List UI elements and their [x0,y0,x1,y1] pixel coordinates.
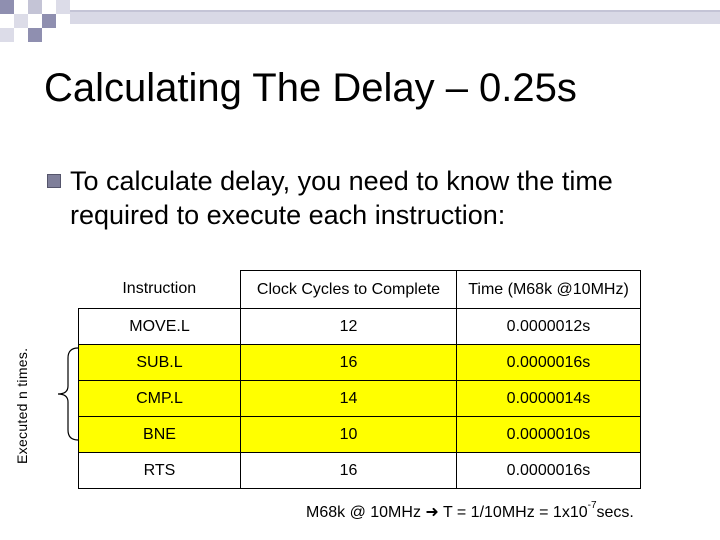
instruction-cell: CMP.L [79,381,241,417]
square-bullet-icon [47,174,61,188]
note-unit: secs. [596,504,634,521]
table-row [79,345,641,381]
note-exponent: -7 [587,500,597,511]
column-header-instruction: Instruction [122,280,197,298]
instruction-cell: BNE [79,417,241,453]
header-decoration [0,0,720,44]
note-left: M68k @ 10MHz [306,504,421,521]
cycles-cell: 14 [241,381,457,417]
time-cell: 0.0000010s [457,417,641,453]
cycles-cell: 16 [241,453,457,489]
table-row [79,381,641,417]
cycles-cell: 10 [241,417,457,453]
note-formula: T = 1/10MHz = 1x10 [442,504,588,521]
clock-period-note [306,502,634,522]
column-header-cycles: Clock Cycles to Complete [241,271,457,309]
cycles-cell: 12 [241,309,457,345]
table-row [79,417,641,453]
time-cell: 0.0000012s [457,309,641,345]
instruction-cell: RTS [79,453,241,489]
instruction-timing-table [78,270,641,489]
time-cell: 0.0000016s [457,345,641,381]
instruction-cell: SUB.L [79,345,241,381]
header-decoration-graphic [0,0,720,44]
table-header-row [79,271,641,309]
right-arrow-icon: ➜ [425,504,439,521]
bullet-text: To calculate delay, you need to know the time required to execute each instruction: [70,166,613,230]
slide-title: Calculating The Delay – 0.25s [44,66,577,110]
left-brace-icon [50,346,80,442]
cycles-cell: 16 [241,345,457,381]
time-cell: 0.0000014s [457,381,641,417]
loop-label: Executed n times. [14,347,30,464]
instruction-cell: MOVE.L [79,309,241,345]
table-row [79,453,641,489]
table-row [79,309,641,345]
time-cell: 0.0000016s [457,453,641,489]
column-header-time: Time (M68k @10MHz) [457,271,641,309]
